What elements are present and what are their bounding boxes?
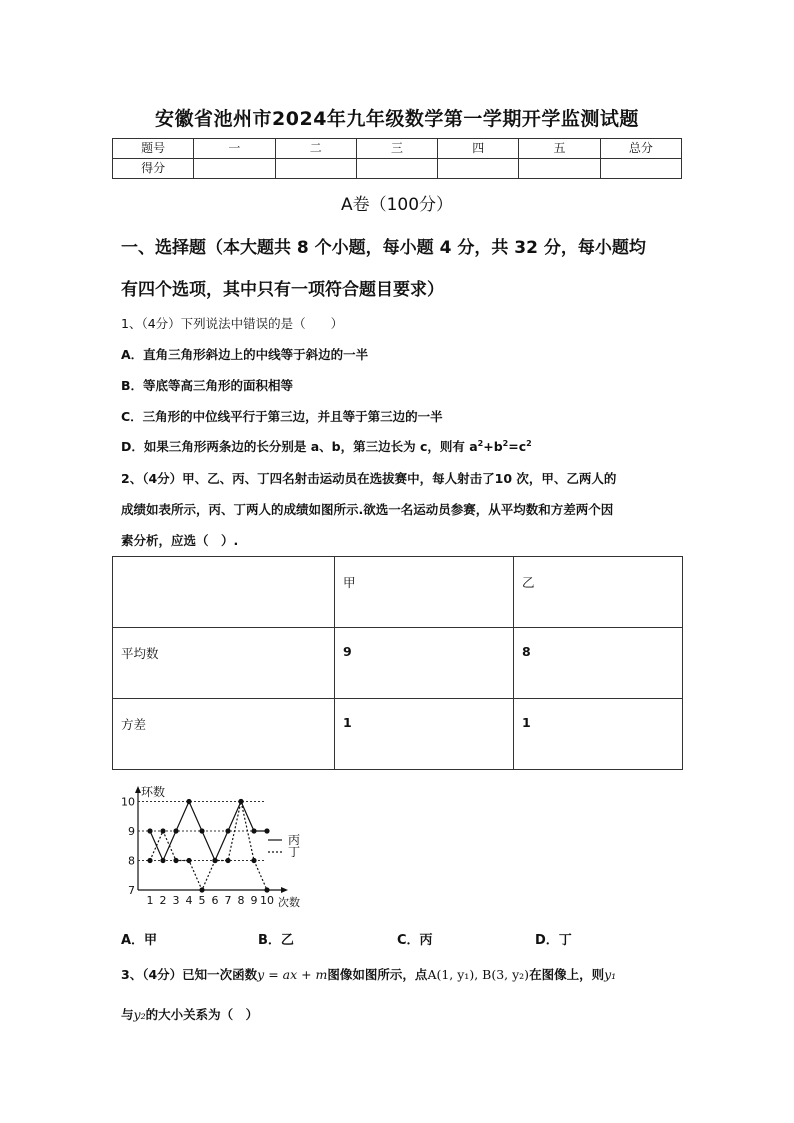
y-tick-label: 7 bbox=[128, 884, 135, 897]
q3-points: A(1, y₁), B(3, y₂) bbox=[427, 967, 530, 982]
q2-data-table bbox=[112, 556, 683, 770]
data-point bbox=[251, 828, 256, 833]
q1-sup: 2 bbox=[477, 438, 484, 448]
score-table-score-row bbox=[113, 159, 682, 179]
x-tick-label: 3 bbox=[172, 894, 180, 907]
y-tick-label: 8 bbox=[128, 854, 135, 868]
data-point bbox=[147, 858, 152, 863]
table-cell bbox=[113, 557, 335, 628]
data-point bbox=[199, 887, 204, 892]
q3-line2 bbox=[121, 1005, 258, 1023]
q2-option-b: B．乙 bbox=[258, 933, 294, 948]
legend-label: 丁 bbox=[288, 845, 301, 859]
score-cell bbox=[194, 159, 275, 179]
x-tick-label: 1 bbox=[146, 894, 154, 907]
legend-label: 丙 bbox=[288, 833, 301, 847]
score-table-header-row bbox=[113, 139, 682, 159]
table-cell: 8 bbox=[514, 628, 683, 699]
table-row bbox=[113, 628, 683, 699]
q3-suffix: 在图像上，则 bbox=[529, 967, 605, 982]
data-point bbox=[173, 828, 178, 833]
q2-option-d: D．丁 bbox=[535, 933, 572, 948]
score-cell bbox=[519, 159, 600, 179]
score-header-cell: 五 bbox=[519, 139, 600, 159]
table-cell: 乙 bbox=[514, 557, 683, 628]
score-cell bbox=[356, 159, 437, 179]
q1-option-a: A．直角三角形斜边上的中线等于斜边的一半 bbox=[121, 347, 369, 362]
x-tick-label: 6 bbox=[211, 894, 219, 907]
q3-y2: y₂ bbox=[133, 1007, 146, 1022]
score-table bbox=[112, 138, 682, 179]
q3-y1: y₁ bbox=[604, 967, 617, 982]
data-point bbox=[212, 858, 217, 863]
q1-option-d-mid2: =c bbox=[508, 439, 527, 454]
q3-function: y = ax + m bbox=[257, 967, 328, 982]
data-point bbox=[251, 858, 256, 863]
q3-mid: 图像如图所示，点 bbox=[327, 967, 428, 982]
x-axis-label: 次数 bbox=[278, 896, 300, 909]
y-tick-label: 9 bbox=[128, 825, 135, 838]
score-cell bbox=[600, 159, 681, 179]
score-header-cell: 总分 bbox=[600, 139, 681, 159]
score-header-cell: 四 bbox=[438, 139, 519, 159]
table-cell: 方差 bbox=[113, 699, 335, 770]
q2-option-a: A．甲 bbox=[121, 933, 158, 948]
q2-option-c: C．丙 bbox=[397, 933, 433, 948]
score-header-cell: 一 bbox=[194, 139, 275, 159]
x-tick-label: 8 bbox=[237, 894, 245, 907]
data-point bbox=[264, 828, 269, 833]
q1-sup: 2 bbox=[526, 438, 532, 448]
q1-option-c: C．三角形的中位线平行于第三边，并且等于第三边的一半 bbox=[121, 409, 443, 424]
y-tick-label: 10 bbox=[121, 795, 135, 809]
data-point bbox=[238, 799, 243, 804]
x-tick-label: 2 bbox=[159, 894, 167, 907]
section-heading-line1: 一、选择题（本大题共 8 个小题，每小题 4 分，共 32 分，每小题均 bbox=[121, 238, 646, 258]
x-tick-label: 5 bbox=[198, 894, 206, 907]
data-point bbox=[147, 828, 152, 833]
table-cell: 1 bbox=[514, 699, 683, 770]
data-point bbox=[186, 799, 191, 804]
data-point bbox=[199, 828, 204, 833]
q3-line1 bbox=[121, 965, 616, 983]
q3-prefix: 3、（4分）已知一次函数 bbox=[121, 967, 258, 982]
data-point bbox=[225, 858, 230, 863]
x-tick-label: 7 bbox=[224, 894, 232, 907]
score-row-label: 得分 bbox=[113, 159, 194, 179]
table-cell: 甲 bbox=[335, 557, 514, 628]
q2-chart bbox=[112, 782, 322, 910]
x-tick-label: 10 bbox=[260, 894, 274, 907]
q2-line3: 素分析，应选（ ）. bbox=[121, 533, 239, 548]
q1-option-d-mid1: +b bbox=[483, 439, 503, 454]
score-cell bbox=[275, 159, 356, 179]
table-cell: 平均数 bbox=[113, 628, 335, 699]
volume-heading: A卷（100分） bbox=[340, 195, 454, 215]
table-row bbox=[113, 699, 683, 770]
q2-line2: 成绩如表所示，丙、丁两人的成绩如图所示.欲选一名运动员参赛，从平均数和方差两个因 bbox=[121, 502, 614, 517]
data-point bbox=[264, 887, 269, 892]
data-point bbox=[160, 858, 165, 863]
q3-line2-prefix: 与 bbox=[121, 1007, 134, 1022]
data-point bbox=[225, 828, 230, 833]
score-header-cell: 题号 bbox=[113, 139, 194, 159]
y-axis-label: 环数 bbox=[141, 785, 166, 799]
table-cell: 9 bbox=[335, 628, 514, 699]
page-title: 安徽省池州市2024年九年级数学第一学期开学监测试题 bbox=[155, 108, 639, 130]
data-point bbox=[173, 858, 178, 863]
q1-option-d bbox=[121, 437, 532, 455]
x-tick-label: 9 bbox=[250, 894, 258, 907]
score-header-cell: 二 bbox=[275, 139, 356, 159]
score-cell bbox=[438, 159, 519, 179]
q3-line2-suffix: 的大小关系为（ ） bbox=[145, 1007, 259, 1022]
data-point bbox=[160, 828, 165, 833]
q1-option-b: B．等底等高三角形的面积相等 bbox=[121, 378, 294, 393]
q1-sup: 2 bbox=[502, 438, 509, 448]
score-header-cell: 三 bbox=[356, 139, 437, 159]
table-row bbox=[113, 557, 683, 628]
section-heading-line2: 有四个选项，其中只有一项符合题目要求） bbox=[121, 280, 444, 300]
x-axis-arrow bbox=[281, 887, 288, 893]
q2-line1: 2、（4分）甲、乙、丙、丁四名射击运动员在选拔赛中，每人射击了10 次，甲、乙两人的 bbox=[121, 471, 617, 486]
table-cell: 1 bbox=[335, 699, 514, 770]
x-tick-label: 4 bbox=[185, 894, 193, 907]
q1-option-d-prefix: D．如果三角形两条边的长分别是 a、b，第三边长为 c，则有 a bbox=[121, 439, 478, 454]
data-point bbox=[186, 858, 191, 863]
q1-stem: 1、（4分）下列说法中错误的是（ ） bbox=[121, 316, 344, 331]
